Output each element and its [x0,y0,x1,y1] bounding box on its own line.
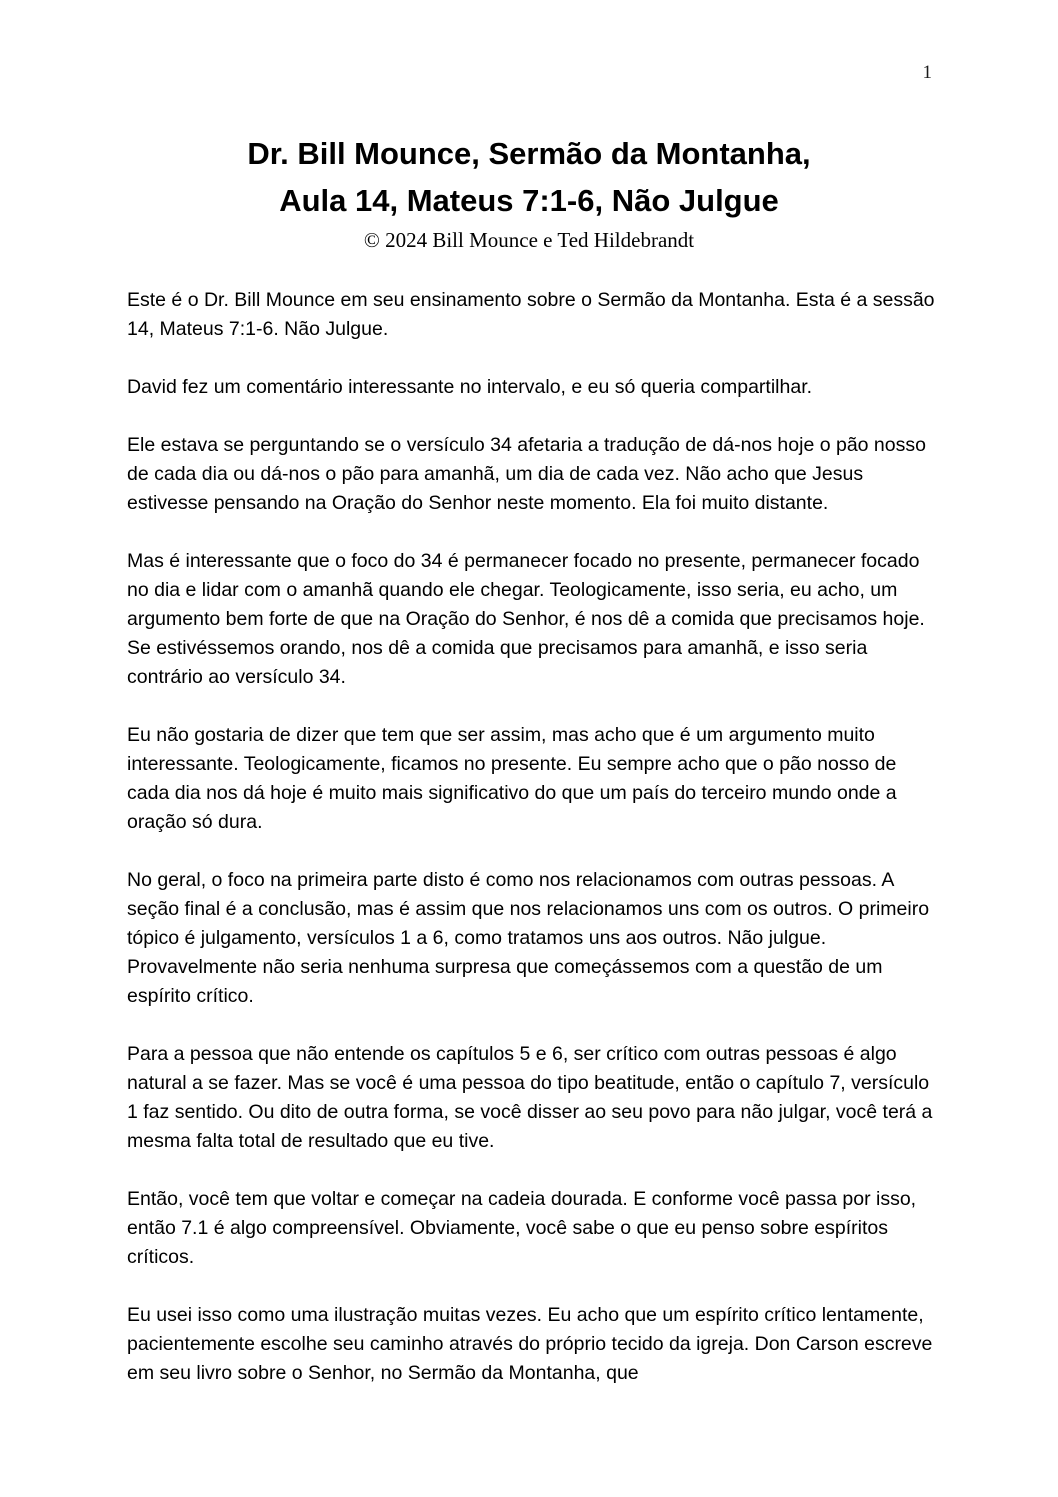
paragraph-verse-34-translation: Ele estava se perguntando se o versículo 34 afetaria a tradução de dá-nos hoje o pão nosso de cada dia ou dá-nos o pão para amanhã, um dia de cada vez. Não acho que Jesus estivesse pensando na Oração do Senhor neste momento. Ela foi muito distante. [127,434,926,514]
document-body [127,286,937,1388]
paragraph-critical-spirit-illustration: Eu usei isso como uma ilustração muitas vezes. Eu acho que um espírito crítico lentamente, pacientemente escolhe seu caminho através do próprio tecido da igreja. Don Carson escreve em seu livro sobre o Senhor, no Sermão da Montanha, que [127,1304,933,1384]
paragraph-focus-on-present: Mas é interessante que o foco do 34 é permanecer focado no presente, permanecer focado no dia e lidar com o amanhã quando ele chegar. Teologicamente, isso seria, eu acho, um argumento bem forte de que na Oração do Senhor, é nos dê a comida que precisamos hoje. Se estivéssemos orando, nos dê a comida que precisamos para amanhã, e isso seria contrário ao versículo 34. [127,550,925,688]
paragraph-david-comment: David fez um comentário interessante no intervalo, e eu só queria compartilhar. [127,376,813,398]
title-line-1: Dr. Bill Mounce, Sermão da Montanha, [247,136,811,171]
page-number: 1 [922,62,932,83]
copyright-line: © 2024 Bill Mounce e Ted Hildebrandt [363,228,695,252]
paragraph-chapters-5-6: Para a pessoa que não entende os capítulos 5 e 6, ser crítico com outras pessoas é algo natural a se fazer. Mas se você é uma pessoa do tipo beatitude, então o capítulo 7, versículo 1 faz sentido. Ou dito de outra forma, se você disser ao seu povo para não julgar, você terá a mesma falta total de resultado que eu tive. [127,1043,933,1152]
paragraph-golden-chain: Então, você tem que voltar e começar na cadeia dourada. E conforme você passa por isso, então 7.1 é algo compreensível. Obviamente, você sabe o que eu penso sobre espíritos críticos. [127,1188,917,1268]
document-title [60,130,998,224]
title-line-2: Aula 14, Mateus 7:1-6, Não Julgue [279,183,779,218]
paragraph-intro: Este é o Dr. Bill Mounce em seu ensinamento sobre o Sermão da Montanha. Esta é a sessão 14, Mateus 7:1-6. Não Julgue. [127,289,935,340]
paragraph-daily-bread: Eu não gostaria de dizer que tem que ser assim, mas acho que é um argumento muito interessante. Teologicamente, ficamos no presente. Eu sempre acho que o pão nosso de cada dia nos dá hoje é muito mais significativo do que um país do terceiro mundo onde a oração só dura. [127,724,897,833]
paragraph-first-part-focus: No geral, o foco na primeira parte disto é como nos relacionamos com outras pessoas. A seção final é a conclusão, mas é assim que nos relacionamos uns com os outros. O primeiro tópico é julgamento, versículos 1 a 6, como tratamos uns aos outros. Não julgue. Provavelmente não seria nenhuma surpresa que começássemos com a questão de um espírito crítico. [127,869,930,1007]
